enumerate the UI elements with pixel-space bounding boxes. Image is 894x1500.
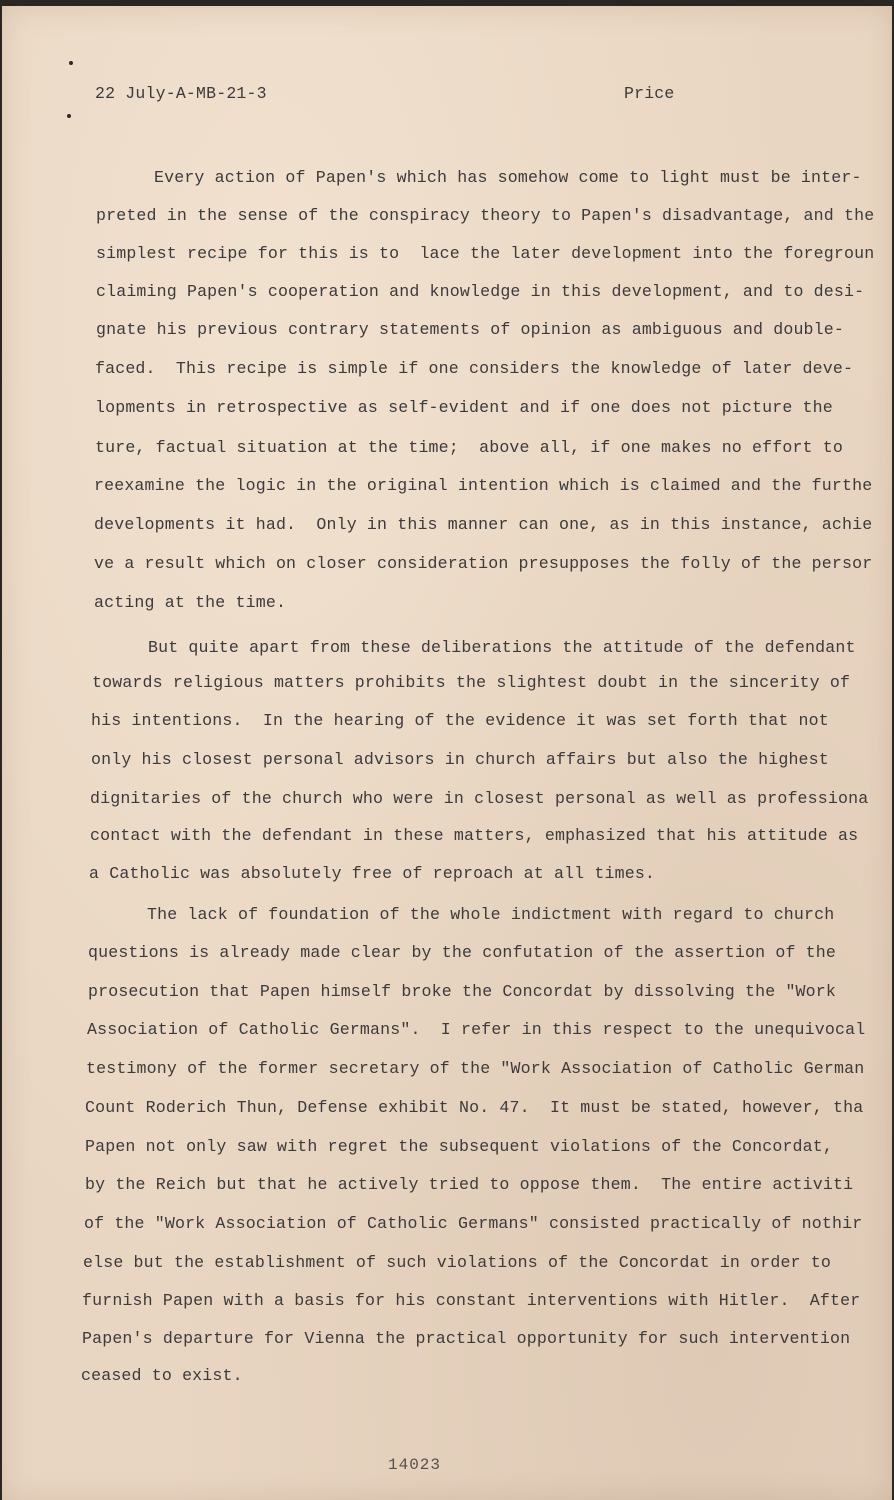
ink-dot [67, 114, 71, 118]
text-line: Association of Catholic Germans". I refer in this respect to the unequivocal [87, 1020, 866, 1039]
text-line: But quite apart from these deliberations the attitude of the defendant [148, 638, 856, 657]
text-line: ceased to exist. [81, 1366, 243, 1385]
text-line: a Catholic was absolutely free of reproach at all times. [89, 864, 656, 883]
text-line: prosecution that Papen himself broke the Concordat by dissolving the "Work [88, 982, 836, 1001]
text-line: towards religious matters prohibits the slightest doubt in the sincerity of [92, 673, 851, 692]
document-reference: 22 July-A-MB-21-3 [95, 84, 267, 103]
text-line: claiming Papen's cooperation and knowledge in this development, and to desi- [96, 282, 865, 301]
text-line: testimony of the former secretary of the "Work Association of Catholic German [86, 1059, 865, 1078]
speaker-name: Price [624, 84, 675, 103]
text-line: acting at the time. [94, 593, 287, 612]
text-line: Papen's departure for Vienna the practical opportunity for such intervention [82, 1329, 851, 1348]
text-line: ve a result which on closer consideration presupposes the folly of the persor [94, 554, 873, 573]
text-line: Papen not only saw with regret the subsequent violations of the Concordat, [85, 1137, 833, 1156]
document-page [2, 6, 892, 1500]
text-line: of the "Work Association of Catholic Germans" consisted practically of nothir [84, 1214, 863, 1233]
text-line: his intentions. In the hearing of the evidence it was set forth that not [91, 711, 829, 730]
text-line: simplest recipe for this is to lace the later development into the foregroun [96, 244, 875, 263]
text-line: developments it had. Only in this manner can one, as in this instance, achie [94, 515, 873, 534]
text-line: else but the establishment of such violations of the Concordat in order to [83, 1253, 831, 1272]
text-line: furnish Papen with a basis for his constant interventions with Hitler. After [82, 1291, 861, 1310]
text-line: reexamine the logic in the original intention which is claimed and the furthe [94, 476, 873, 495]
text-line: by the Reich but that he actively tried to oppose them. The entire activiti [85, 1175, 854, 1194]
text-line: The lack of foundation of the whole indictment with regard to church [147, 905, 835, 924]
text-line: questions is already made clear by the confutation of the assertion of the [88, 943, 836, 962]
text-line: Count Roderich Thun, Defense exhibit No. 47. It must be stated, however, tha [85, 1098, 864, 1117]
text-line: preted in the sense of the conspiracy theory to Papen's disadvantage, and the [96, 206, 875, 225]
text-line: ture, factual situation at the time; above all, if one makes no effort to [95, 438, 843, 457]
text-line: contact with the defendant in these matters, emphasized that his attitude as [90, 826, 859, 845]
text-line: Every action of Papen's which has somehow come to light must be inter- [154, 168, 862, 187]
text-line: only his closest personal advisors in church affairs but also the highest [91, 750, 829, 769]
text-line: faced. This recipe is simple if one considers the knowledge of later deve- [95, 359, 854, 378]
text-line: lopments in retrospective as self-evident and if one does not picture the [95, 398, 833, 417]
text-line: gnate his previous contrary statements of opinion as ambiguous and double- [96, 320, 844, 339]
text-line: dignitaries of the church who were in closest personal as well as professiona [90, 789, 869, 808]
page-number: 14023 [388, 1456, 442, 1474]
ink-dot [69, 61, 73, 65]
